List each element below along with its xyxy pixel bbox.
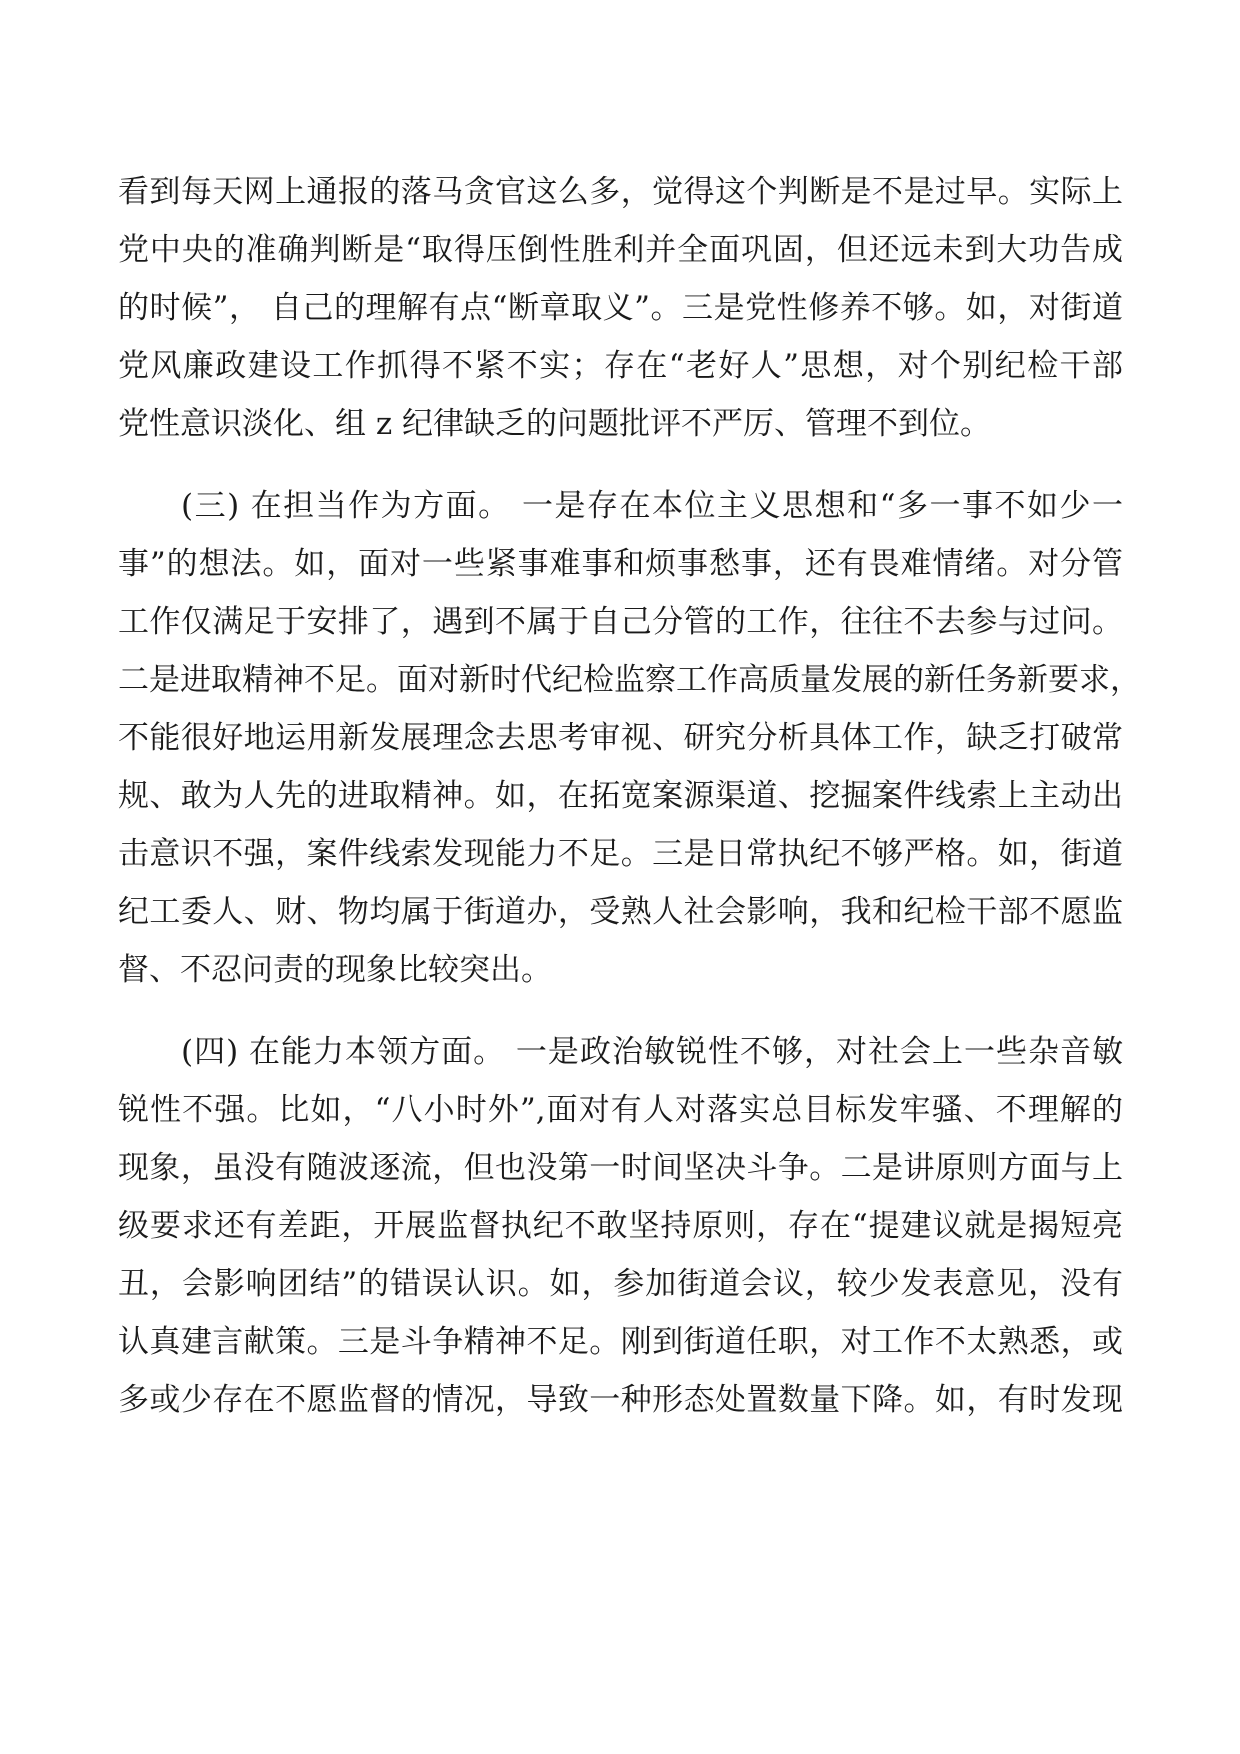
body-text-line: 锐性不强。比如，“八小时外”,面对有人对落实总目标发牢骚、不理解的 [118, 1092, 1123, 1128]
body-text-line: 党风廉政建设工作抓得不紧不实；存在“老好人”思想，对个别纪检干部 [118, 348, 1123, 384]
body-text-line: 党性意识淡化、组 z 纪律缺乏的问题批评不严厉、管理不到位。 [118, 406, 992, 442]
body-text-line: 纪工委人、财、物均属于街道办，受熟人社会影响，我和纪检干部不愿监 [118, 894, 1123, 930]
body-text-line: 党中央的准确判断是“取得压倒性胜利并全面巩固，但还远未到大功告成 [118, 232, 1123, 268]
body-text-line: 规、敢为人先的进取精神。如，在拓宽案源渠道、挖掘案件线索上主动出 [118, 778, 1123, 814]
body-text-line: 工作仅满足于安排了，遇到不属于自己分管的工作，往往不去参与过问。 [118, 604, 1123, 640]
body-text-line: 认真建言献策。三是斗争精神不足。刚到街道任职，对工作不太熟悉，或 [118, 1324, 1123, 1360]
body-text-line: 看到每天网上通报的落马贪官这么多，觉得这个判断是不是过早。实际上 [118, 174, 1123, 210]
section-heading-line: (三) 在担当作为方面。 一是存在本位主义思想和“多一事不如少一 [181, 488, 1123, 524]
body-text-line: 督、不忍问责的现象比较突出。 [118, 952, 552, 988]
section-heading-line: (四) 在能力本领方面。 一是政治敏锐性不够，对社会上一些杂音敏 [181, 1034, 1123, 1070]
body-text-line: 丑，会影响团结”的错误认识。如，参加街道会议，较少发表意见，没有 [118, 1266, 1123, 1302]
body-text-line: 现象，虽没有随波逐流，但也没第一时间坚决斗争。二是讲原则方面与上 [118, 1150, 1123, 1186]
body-text-line: 多或少存在不愿监督的情况，导致一种形态处置数量下降。如，有时发现 [118, 1382, 1123, 1418]
body-text-line: 事”的想法。如，面对一些紧事难事和烦事愁事，还有畏难情绪。对分管 [118, 546, 1123, 582]
body-text-line: 不能很好地运用新发展理念去思考审视、研究分析具体工作，缺乏打破常 [118, 720, 1123, 756]
body-text-line: 的时候”， 自己的理解有点“断章取义”。三是党性修养不够。如，对街道 [118, 290, 1123, 326]
body-text-line: 击意识不强，案件线索发现能力不足。三是日常执纪不够严格。如，街道 [118, 836, 1123, 872]
body-text-line: 级要求还有差距，开展监督执纪不敢坚持原则，存在“提建议就是揭短亮 [118, 1208, 1123, 1244]
body-text-line: 二是进取精神不足。面对新时代纪检监察工作高质量发展的新任务新要求， [118, 662, 1141, 698]
